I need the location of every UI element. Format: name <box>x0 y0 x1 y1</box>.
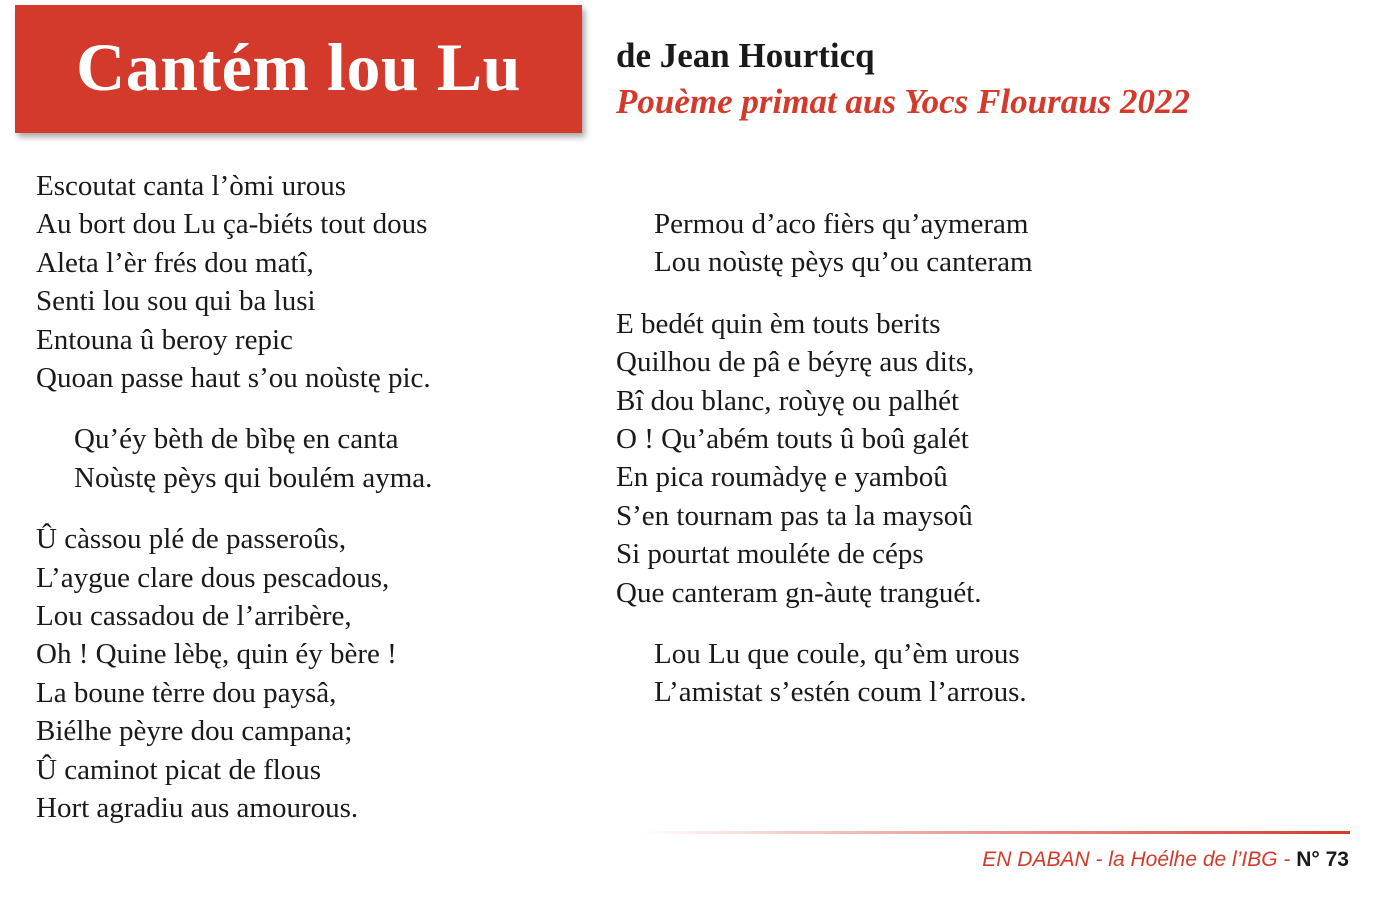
verse-line: Lou cassadou de l’arribère, <box>36 600 352 633</box>
verse-line: Quoan passe haut s’ou noùstę pic. <box>36 362 431 395</box>
verse-line: Senti lou sou qui ba lusi <box>36 285 316 318</box>
verse-line: Û caminot picat de flous <box>36 753 322 786</box>
refrain-line: Lou noùstę pèys qu’ou canteram <box>654 246 1033 279</box>
publication-name: EN DABAN - la Hoélhe de l’IBG - <box>982 848 1297 871</box>
poem-author: de Jean Hourticq <box>616 36 875 75</box>
verse-line: Escoutat canta l’òmi urous <box>36 170 347 202</box>
verse-line: Oh ! Quine lèbę, quin éy bère ! <box>36 638 397 671</box>
refrain-1 <box>36 420 432 497</box>
refrain-line: Permou d’aco fièrs qu’aymeram <box>654 208 1029 240</box>
verse-line: L’aygue clare dous pescadous, <box>36 561 390 594</box>
verse-line: Bî dou blanc, roùyę ou palhét <box>616 384 960 417</box>
footer-divider <box>640 831 1350 834</box>
verse-line: Hort agradiu aus amourous. <box>36 792 359 825</box>
verse-line: La boune tèrre dou paysâ, <box>36 676 337 709</box>
verse-line: Aleta l’èr frés dou matî, <box>36 246 314 279</box>
refrain-line: Qu’éy bèth de bìbę en canta <box>74 423 399 456</box>
verse-line: Quilhou de pâ e béyrę aus dits, <box>616 346 975 379</box>
refrain-3 <box>616 635 1033 712</box>
issue-number: N° 73 <box>1296 848 1349 871</box>
verse-line: Û càssou plé de passeroûs, <box>36 523 347 556</box>
stanza-1 <box>36 167 432 397</box>
refrain-line: L’amistat s’estén coum l’arrous. <box>654 676 1027 709</box>
title-banner <box>15 5 582 133</box>
verse-line: Au bort dou Lu ça-biéts tout dous <box>36 208 428 241</box>
verse-line: Biélhe pèyre dou campana; <box>36 715 353 748</box>
page-footer <box>982 848 1349 872</box>
poem-subtitle: Pouème primat aus Yocs Flouraus 2022 <box>616 82 1191 121</box>
left-column <box>36 167 432 851</box>
refrain-line: Lou Lu que coule, qu’èm urous <box>654 638 1020 671</box>
verse-line: S’en tournam pas ta la maysoû <box>616 499 973 532</box>
stanza-3 <box>616 305 1033 612</box>
verse-line: Si pourtat mouléte de céps <box>616 538 924 571</box>
verse-line: En pica roumàdyę e yamboû <box>616 461 948 494</box>
refrain-line: Noùstę pèys qui boulém ayma. <box>74 461 433 494</box>
right-column <box>616 205 1033 735</box>
poem-title: Cantém lou Lu <box>76 28 521 105</box>
stanza-2 <box>36 520 432 827</box>
verse-line: Entouna û beroy repic <box>36 323 293 356</box>
refrain-2 <box>616 205 1033 282</box>
verse-line: E bedét quin èm touts berits <box>616 307 941 340</box>
verse-line: Que canteram gn-àutę tranguét. <box>616 576 982 609</box>
verse-line: O ! Qu’abém touts û boû galét <box>616 423 969 456</box>
